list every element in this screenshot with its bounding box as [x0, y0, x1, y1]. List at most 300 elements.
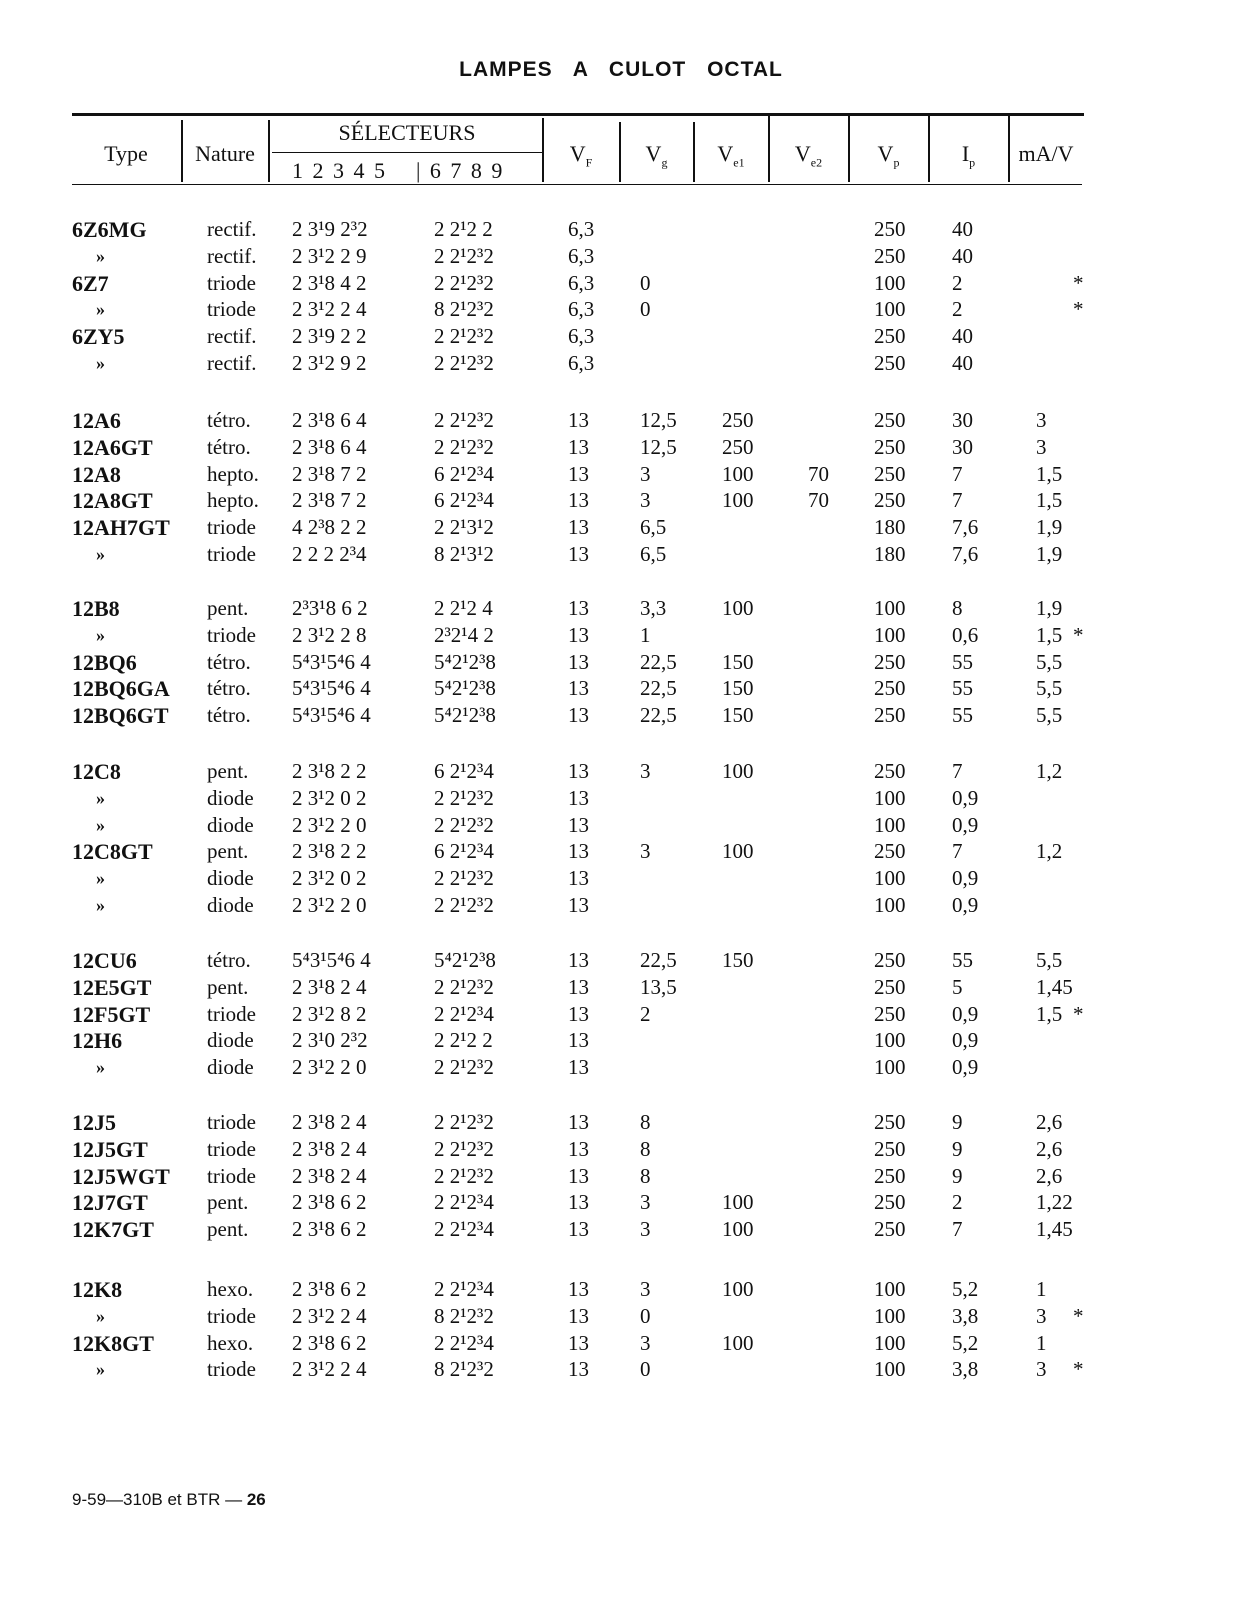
- cell-nature: diode: [207, 1055, 254, 1080]
- table-row: [0, 514, 1242, 541]
- cell-type: »: [96, 624, 105, 645]
- table-row: [0, 1216, 1242, 1243]
- cell-type: »: [96, 787, 105, 808]
- cell-vg: 3: [640, 1330, 651, 1355]
- cell-vp: 180: [874, 515, 906, 540]
- cell-s1: 2 3¹2 2 4: [292, 1303, 367, 1328]
- table-row: [0, 270, 1242, 297]
- cell-star: *: [1073, 622, 1084, 647]
- cell-s2: 8 2¹2³2: [434, 297, 494, 322]
- cell-vg: 12,5: [640, 434, 677, 459]
- cell-s2: 2 2¹2³2: [434, 1055, 494, 1080]
- header-selecteurs-a: 1 2 3 4 5: [292, 158, 387, 183]
- cell-vg: 22,5: [640, 948, 677, 972]
- cell-vp: 100: [874, 596, 906, 620]
- cell-s1: 2 3¹8 2 4: [292, 1110, 367, 1134]
- cell-vf: 6,3: [568, 217, 595, 241]
- cell-nature: diode: [207, 1028, 254, 1053]
- cell-s2: 2 2¹2 2: [434, 217, 493, 241]
- cell-vf: 13: [568, 1357, 589, 1382]
- cell-vf: 6,3: [568, 324, 595, 349]
- table-row: [0, 1109, 1242, 1136]
- cell-ip: 0,9: [952, 893, 979, 917]
- cell-ve1: 150: [722, 676, 754, 701]
- cell-vf: 13: [568, 974, 589, 999]
- cell-ip: 5,2: [952, 1330, 979, 1355]
- table-row: [0, 296, 1242, 323]
- cell-nature: triode: [207, 515, 256, 540]
- cell-ve1: 100: [722, 1277, 754, 1301]
- cell-s1: 2 3¹9 2³2: [292, 217, 368, 241]
- cell-nature: triode: [207, 1136, 256, 1161]
- cell-s1: 2 3¹2 2 0: [292, 893, 367, 917]
- cell-vg: 3: [640, 1217, 651, 1242]
- cell-ip: 9: [952, 1110, 963, 1134]
- table-row: [0, 1054, 1242, 1081]
- table-row: [0, 1189, 1242, 1216]
- header-selecteurs-b: | 6 7 8 9: [416, 158, 505, 183]
- table-row: [0, 461, 1242, 488]
- cell-nature: hexo.: [207, 1277, 254, 1301]
- cell-ma: 1,45: [1036, 974, 1073, 999]
- cell-ve1: 100: [722, 1190, 754, 1215]
- cell-ma: 1,9: [1036, 596, 1063, 620]
- cell-vf: 13: [568, 1277, 589, 1301]
- cell-vg: 13,5: [640, 974, 677, 999]
- cell-type: 6ZY5: [72, 324, 125, 350]
- cell-ip: 55: [952, 649, 973, 674]
- cell-ip: 7: [952, 759, 963, 783]
- cell-nature: pent.: [207, 1190, 249, 1215]
- cell-ma: 5,5: [1036, 676, 1063, 701]
- table-row: [0, 675, 1242, 702]
- cell-star: *: [1073, 297, 1084, 322]
- cell-vf: 13: [568, 759, 589, 783]
- cell-s1: 2 3¹0 2³2: [292, 1028, 368, 1053]
- cell-s2: 2 2¹2³2: [434, 1110, 494, 1134]
- cell-ve1: 150: [722, 948, 754, 972]
- cell-star: *: [1073, 1001, 1084, 1026]
- cell-ip: 7: [952, 488, 963, 513]
- cell-s1: 2 3¹2 8 2: [292, 1001, 367, 1026]
- cell-vg: 22,5: [640, 676, 677, 701]
- cell-nature: tétro.: [207, 703, 251, 728]
- cell-s2: 2 2¹2³2: [434, 270, 494, 295]
- cell-vp: 250: [874, 324, 906, 349]
- cell-ve1: 250: [722, 434, 754, 459]
- cell-vf: 13: [568, 488, 589, 513]
- cell-vg: 2: [640, 1001, 651, 1026]
- cell-nature: rectif.: [207, 324, 257, 349]
- cell-vp: 100: [874, 812, 906, 837]
- cell-vp: 100: [874, 1357, 906, 1382]
- cell-s2: 5⁴2¹2³8: [434, 676, 496, 701]
- cell-s2: 6 2¹2³4: [434, 488, 494, 513]
- cell-ip: 0,9: [952, 1028, 979, 1053]
- cell-vp: 100: [874, 1330, 906, 1355]
- cell-ve1: 100: [722, 461, 754, 486]
- cell-s1: 2 3¹2 2 8: [292, 622, 367, 647]
- table-row: [0, 487, 1242, 514]
- cell-ma: 3: [1036, 1357, 1047, 1382]
- cell-s1: 2 3¹2 2 4: [292, 297, 367, 322]
- table-row: [0, 865, 1242, 892]
- cell-vf: 13: [568, 649, 589, 674]
- cell-ve1: 100: [722, 1217, 754, 1242]
- header-selecteurs: SÉLECTEURS: [338, 120, 476, 145]
- cell-ma: 1,9: [1036, 515, 1063, 540]
- cell-ip: 55: [952, 676, 973, 701]
- cell-ve2: 70: [808, 461, 829, 486]
- cell-ip: 2: [952, 1190, 963, 1215]
- cell-vg: 3: [640, 839, 651, 864]
- cell-ma: 1,9: [1036, 542, 1063, 566]
- cell-ip: 7: [952, 839, 963, 864]
- cell-type: 12C8GT: [72, 839, 153, 865]
- cell-star: *: [1073, 1303, 1084, 1328]
- cell-vf: 13: [568, 703, 589, 728]
- cell-vf: 13: [568, 515, 589, 540]
- cell-vp: 250: [874, 1136, 906, 1161]
- cell-s2: 2 2¹2³2: [434, 434, 494, 459]
- cell-type: »: [96, 353, 105, 373]
- cell-type: 12A6: [72, 408, 121, 433]
- cell-nature: hepto.: [207, 461, 259, 486]
- cell-ma: 1,5: [1036, 461, 1063, 486]
- cell-ma: 2,6: [1036, 1136, 1063, 1161]
- cell-vp: 250: [874, 243, 906, 268]
- cell-vf: 13: [568, 1028, 589, 1053]
- cell-type: 12CU6: [72, 948, 137, 973]
- cell-s1: 5⁴3¹5⁴6 4: [292, 703, 371, 728]
- cell-vf: 13: [568, 676, 589, 701]
- cell-nature: hepto.: [207, 488, 259, 513]
- cell-s2: 2 2¹2³2: [434, 1136, 494, 1161]
- cell-type: 12B8: [72, 596, 120, 621]
- cell-vg: 0: [640, 1303, 651, 1328]
- cell-type: »: [96, 1305, 105, 1326]
- cell-s2: 2 2¹2³2: [434, 408, 494, 432]
- cell-type: »: [96, 1359, 105, 1380]
- cell-type: 6Z7: [72, 270, 109, 296]
- cell-vp: 100: [874, 1277, 906, 1301]
- table-row: [0, 216, 1242, 243]
- header-type: Type: [104, 141, 148, 166]
- cell-nature: pent.: [207, 596, 249, 620]
- page-footer: [72, 1490, 266, 1510]
- cell-type: 12BQ6GA: [72, 676, 170, 702]
- cell-vg: 3: [640, 488, 651, 513]
- cell-s2: 2 2¹2³4: [434, 1001, 494, 1026]
- cell-s2: 2 2¹2³2: [434, 785, 494, 810]
- table-row: [0, 434, 1242, 461]
- cell-s2: 2 2¹2³2: [434, 351, 494, 375]
- cell-vp: 250: [874, 1163, 906, 1188]
- cell-nature: diode: [207, 893, 254, 917]
- cell-nature: tétro.: [207, 408, 251, 432]
- cell-vp: 100: [874, 297, 906, 322]
- cell-ve1: 150: [722, 703, 754, 728]
- cell-s2: 5⁴2¹2³8: [434, 649, 496, 674]
- cell-s1: 2³3¹8 6 2: [292, 596, 368, 620]
- cell-type: 12A6GT: [72, 434, 153, 460]
- cell-vf: 6,3: [568, 297, 595, 322]
- table-row: [0, 1356, 1242, 1383]
- cell-vp: 100: [874, 785, 906, 810]
- cell-nature: rectif.: [207, 243, 257, 268]
- cell-s1: 5⁴3¹5⁴6 4: [292, 948, 371, 972]
- cell-type: 12K8: [72, 1277, 123, 1302]
- cell-vf: 13: [568, 1110, 589, 1134]
- cell-s2: 5⁴2¹2³8: [434, 948, 496, 972]
- table-row: [0, 838, 1242, 865]
- cell-ip: 7: [952, 461, 963, 486]
- cell-type: »: [96, 868, 105, 889]
- cell-ip: 2: [952, 297, 963, 322]
- cell-ve2: 70: [808, 488, 829, 513]
- cell-s1: 2 3¹8 6 4: [292, 408, 367, 432]
- cell-vp: 250: [874, 649, 906, 674]
- cell-s1: 2 3¹8 2 4: [292, 974, 367, 999]
- cell-s1: 2 3¹9 2 2: [292, 324, 367, 349]
- cell-type: 12C8: [72, 759, 121, 784]
- cell-ip: 7: [952, 1217, 963, 1242]
- cell-nature: triode: [207, 542, 256, 566]
- table-row: [0, 1276, 1242, 1303]
- header-ve1: $V_{e1}$: [717, 141, 745, 170]
- cell-ve1: 100: [722, 488, 754, 513]
- cell-ip: 8: [952, 596, 963, 620]
- table-row: [0, 1330, 1242, 1357]
- cell-vp: 180: [874, 542, 906, 566]
- table-row: [0, 407, 1242, 434]
- cell-type: 12BQ6: [72, 649, 137, 675]
- cell-s2: 2 2¹2³4: [434, 1330, 494, 1355]
- cell-vf: 13: [568, 461, 589, 486]
- cell-ip: 2: [952, 270, 963, 295]
- cell-s1: 2 3¹8 6 4: [292, 434, 367, 459]
- cell-ve1: 100: [722, 839, 754, 864]
- cell-ip: 30: [952, 434, 973, 459]
- table-row: [0, 595, 1242, 622]
- cell-vg: 3: [640, 461, 651, 486]
- cell-s2: 8 2¹3¹2: [434, 542, 494, 566]
- cell-s2: 2 2¹2³2: [434, 893, 494, 917]
- cell-vp: 250: [874, 676, 906, 701]
- cell-s1: 5⁴3¹5⁴6 4: [292, 676, 371, 701]
- cell-vf: 6,3: [568, 270, 595, 295]
- cell-type: »: [96, 814, 105, 835]
- cell-ma: 5,5: [1036, 948, 1063, 972]
- cell-ip: 3,8: [952, 1357, 979, 1382]
- cell-s2: 8 2¹2³2: [434, 1357, 494, 1382]
- cell-ip: 0,9: [952, 785, 979, 810]
- cell-ma: 3: [1036, 434, 1047, 459]
- cell-s2: 2 2¹2³2: [434, 866, 494, 891]
- cell-vf: 13: [568, 866, 589, 891]
- cell-vg: 6,5: [640, 515, 667, 540]
- cell-vp: 250: [874, 974, 906, 999]
- footer-page-number: 26: [246, 1490, 266, 1509]
- cell-s1: 2 3¹8 2 4: [292, 1163, 367, 1188]
- cell-vp: 250: [874, 434, 906, 459]
- cell-vf: 13: [568, 1303, 589, 1328]
- table-header-rule: [72, 184, 1082, 185]
- cell-vg: 0: [640, 297, 651, 322]
- cell-ip: 40: [952, 217, 973, 241]
- cell-nature: tétro.: [207, 948, 251, 972]
- cell-ip: 0,9: [952, 866, 979, 891]
- cell-ma: 1,45: [1036, 1217, 1073, 1242]
- cell-s1: 2 3¹8 6 2: [292, 1190, 367, 1215]
- table-row: [0, 1027, 1242, 1054]
- cell-type: 12K7GT: [72, 1217, 154, 1243]
- selecteurs-divider: [272, 152, 542, 153]
- cell-s2: 2 2¹2³4: [434, 1277, 494, 1301]
- cell-type: 12H6: [72, 1028, 123, 1054]
- cell-ma: 1,5: [1036, 488, 1063, 513]
- cell-ma: 5,5: [1036, 703, 1063, 728]
- cell-vf: 13: [568, 596, 589, 620]
- cell-ip: 9: [952, 1136, 963, 1161]
- table-row: [0, 622, 1242, 649]
- cell-star: *: [1073, 1357, 1084, 1382]
- cell-vg: 8: [640, 1136, 651, 1161]
- cell-ip: 9: [952, 1163, 963, 1188]
- cell-ma: 3: [1036, 1303, 1047, 1328]
- cell-nature: tétro.: [207, 676, 251, 701]
- cell-ve1: 100: [722, 1330, 754, 1355]
- cell-ip: 7,6: [952, 515, 979, 540]
- table-row: [0, 758, 1242, 785]
- cell-vf: 13: [568, 1163, 589, 1188]
- header-ip: $I_p$: [961, 141, 976, 170]
- cell-ip: 0,9: [952, 1001, 979, 1026]
- cell-s1: 2 3¹8 7 2: [292, 488, 367, 513]
- cell-nature: diode: [207, 785, 254, 810]
- cell-ip: 0,9: [952, 1055, 979, 1080]
- header-vp: $V_p$: [877, 141, 900, 170]
- cell-s1: 2 3¹2 0 2: [292, 785, 367, 810]
- cell-s1: 2 3¹2 0 2: [292, 866, 367, 891]
- cell-nature: pent.: [207, 839, 249, 864]
- cell-type: »: [96, 544, 105, 564]
- cell-vf: 13: [568, 839, 589, 864]
- cell-nature: hexo.: [207, 1330, 254, 1355]
- table-row: [0, 243, 1242, 270]
- cell-nature: tétro.: [207, 434, 251, 459]
- table-row: [0, 541, 1242, 568]
- cell-vp: 250: [874, 1217, 906, 1242]
- cell-vp: 100: [874, 270, 906, 295]
- cell-ma: 1: [1036, 1330, 1047, 1355]
- cell-vp: 250: [874, 488, 906, 513]
- header-nature: Nature: [195, 141, 255, 166]
- column-divider: [268, 120, 270, 182]
- cell-vg: 8: [640, 1110, 651, 1134]
- cell-vg: 3: [640, 1190, 651, 1215]
- cell-vf: 13: [568, 948, 589, 972]
- cell-s1: 2 3¹8 6 2: [292, 1330, 367, 1355]
- cell-vp: 250: [874, 948, 906, 972]
- cell-ip: 7,6: [952, 542, 979, 566]
- cell-vf: 6,3: [568, 243, 595, 268]
- cell-type: 12J7GT: [72, 1190, 148, 1216]
- cell-nature: tétro.: [207, 649, 251, 674]
- cell-type: 12A8: [72, 461, 121, 487]
- table-row: [0, 649, 1242, 676]
- cell-ip: 0,6: [952, 622, 979, 647]
- cell-vg: 3,3: [640, 596, 667, 620]
- cell-ve1: 100: [722, 759, 754, 783]
- table-row: [0, 323, 1242, 350]
- cell-vf: 13: [568, 622, 589, 647]
- cell-vp: 250: [874, 461, 906, 486]
- cell-vg: 6,5: [640, 542, 667, 566]
- cell-s2: 2 2¹2 2: [434, 1028, 493, 1053]
- cell-ip: 40: [952, 324, 973, 349]
- cell-s1: 2 3¹8 4 2: [292, 270, 367, 295]
- cell-ma: 3: [1036, 408, 1047, 432]
- cell-ip: 0,9: [952, 812, 979, 837]
- cell-type: 12F5GT: [72, 1001, 151, 1027]
- cell-nature: pent.: [207, 1217, 249, 1242]
- cell-nature: pent.: [207, 759, 249, 783]
- cell-s1: 2 3¹8 2 4: [292, 1136, 367, 1161]
- table-row: [0, 350, 1242, 377]
- cell-vf: 13: [568, 1330, 589, 1355]
- table-row: [0, 702, 1242, 729]
- cell-vg: 22,5: [640, 649, 677, 674]
- cell-s2: 2 2¹2³2: [434, 812, 494, 837]
- cell-vf: 13: [568, 812, 589, 837]
- cell-vf: 13: [568, 893, 589, 917]
- cell-type: 12J5WGT: [72, 1163, 170, 1189]
- cell-s2: 2³2¹4 2: [434, 622, 494, 647]
- footer-code: 9-59—310B et BTR —: [72, 1490, 243, 1509]
- cell-vg: 3: [640, 1277, 651, 1301]
- cell-vp: 250: [874, 217, 906, 241]
- page-title: LAMPES A CULOT OCTAL: [459, 58, 783, 81]
- cell-ip: 55: [952, 703, 973, 728]
- table-row: [0, 812, 1242, 839]
- cell-s1: 2 3¹8 7 2: [292, 461, 367, 486]
- cell-ma: 2,6: [1036, 1163, 1063, 1188]
- cell-vg: 0: [640, 270, 651, 295]
- cell-vf: 13: [568, 1217, 589, 1242]
- cell-ip: 55: [952, 948, 973, 972]
- cell-vp: 250: [874, 759, 906, 783]
- cell-vf: 13: [568, 1136, 589, 1161]
- header-ma-per-v: mA/V: [1018, 141, 1074, 166]
- cell-s2: 2 2¹2 4: [434, 596, 493, 620]
- header-vg: $V_g$: [645, 141, 668, 170]
- table-row: [0, 947, 1242, 974]
- cell-nature: triode: [207, 622, 256, 647]
- cell-star: *: [1073, 270, 1084, 295]
- cell-vf: 13: [568, 408, 589, 432]
- cell-type: »: [96, 245, 105, 266]
- cell-vg: 12,5: [640, 408, 677, 432]
- cell-s1: 2 3¹2 2 0: [292, 812, 367, 837]
- cell-vp: 250: [874, 1110, 906, 1134]
- cell-vp: 250: [874, 1190, 906, 1215]
- cell-vp: 250: [874, 351, 906, 375]
- cell-s2: 2 2¹3¹2: [434, 515, 494, 540]
- table-row: [0, 1001, 1242, 1028]
- cell-type: 12K8GT: [72, 1330, 154, 1356]
- cell-nature: triode: [207, 1110, 256, 1134]
